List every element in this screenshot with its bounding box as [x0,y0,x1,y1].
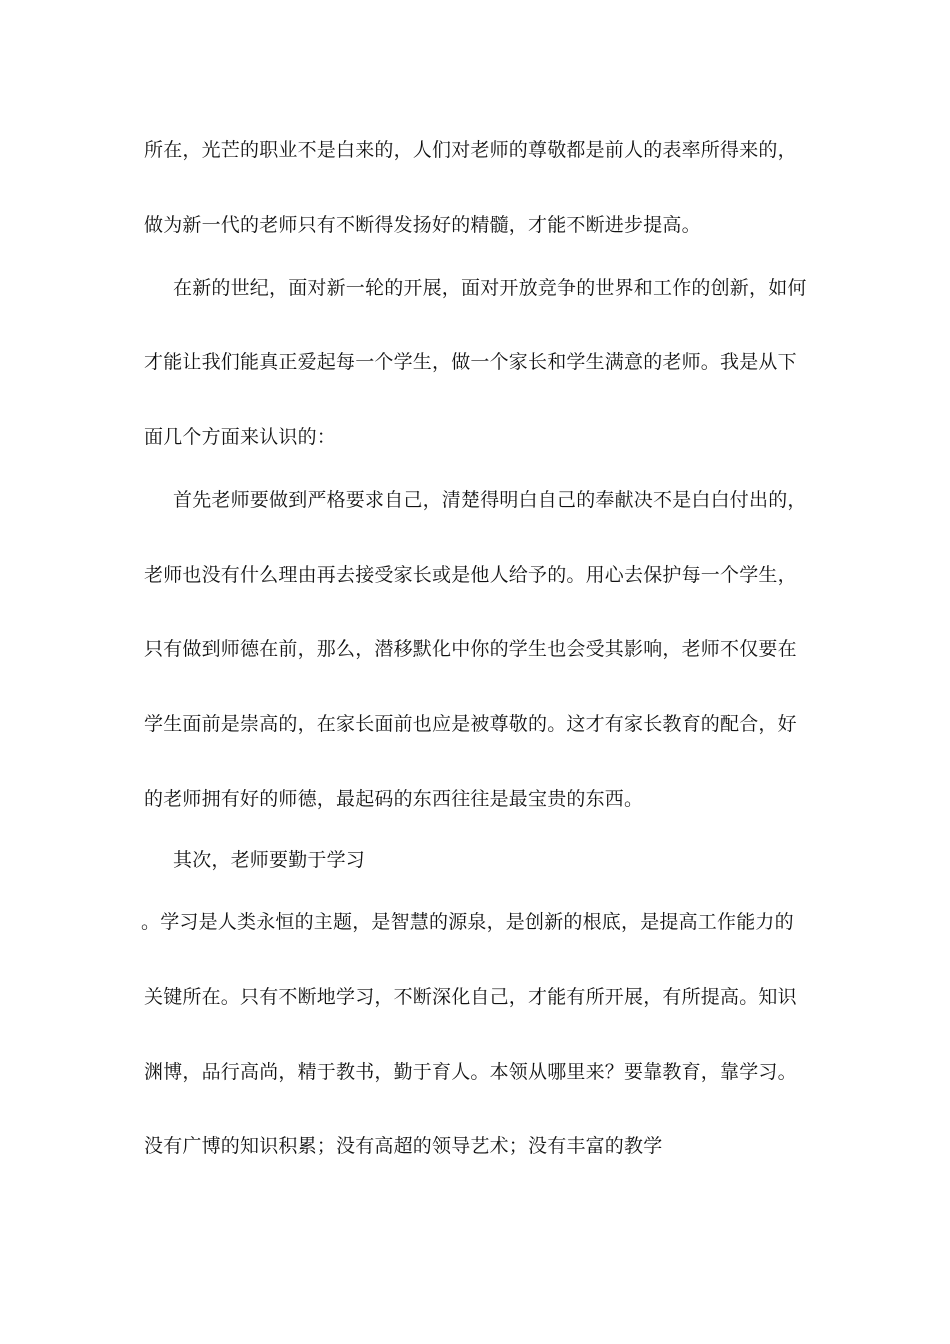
text-line: 老师也没有什么理由再去接受家长或是他人给予的。用心去保护每一个学生， [144,564,797,586]
text-line: 的老师拥有好的师德，最起码的东西往往是最宝贵的东西。 [144,788,644,810]
paragraph-start-line: 其次，老师要勤于学习 [173,849,366,871]
text-line: 面几个方面来认识的： [144,426,337,448]
text-line: 所在，光芒的职业不是白来的，人们对老师的尊敬都是前人的表率所得来的， [144,139,797,161]
text-line: 学生面前是崇高的，在家长面前也应是被尊敬的。这才有家长教育的配合，好 [144,713,797,735]
paragraph-start-line: 首先老师要做到严格要求自己，清楚得明白自己的奉献决不是白白付出的， [173,489,807,511]
text-line: 。学习是人类永恒的主题，是智慧的源泉，是创新的根底，是提高工作能力的 [141,911,794,933]
text-line: 渊博，品行高尚，精于教书，勤于育人。本领从哪里来？要靠教育，靠学习。 [144,1061,797,1083]
text-line: 才能让我们能真正爱起每一个学生，做一个家长和学生满意的老师。我是从下 [144,351,797,373]
text-line: 关键所在。只有不断地学习，不断深化自己，才能有所开展，有所提高。知识 [144,986,797,1008]
paragraph-start-line: 在新的世纪，面对新一轮的开展，面对开放竞争的世界和工作的创新，如何 [173,277,807,299]
text-line: 只有做到师德在前，那么，潜移默化中你的学生也会受其影响，老师不仅要在 [144,638,797,660]
text-line: 没有广博的知识积累；没有高超的领导艺术；没有丰富的教学 [144,1135,663,1157]
text-line: 做为新一代的老师只有不断得发扬好的精髓，才能不断进步提高。 [144,214,701,236]
